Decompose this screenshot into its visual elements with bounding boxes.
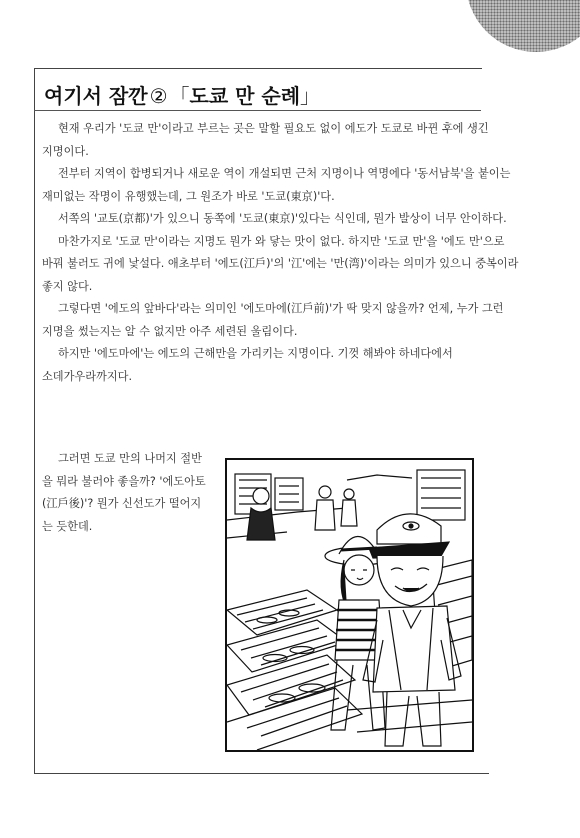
title-number: ②: [149, 84, 168, 108]
paragraph: 서쪽의 '교토(京都)'가 있으니 동쪽에 '도쿄(東京)'있다는 식인데, 뭔가 발상이 너무 안이하다.: [58, 212, 507, 225]
side-column-text: [42, 448, 210, 538]
title-close-quote: 」: [300, 84, 321, 108]
paragraph: 전부터 지역이 합병되거나 새로운 역이 개설되면 근처 지명이나 역명에다 '동서남북'을 붙이는 재미없는 작명이 유행했는데, 그 원조가 바로 '도쿄(東京)'다.: [42, 167, 511, 203]
illustration-drawing: [227, 460, 472, 750]
article-body: [42, 118, 520, 388]
title-subject: 도쿄 만 순례: [189, 84, 301, 108]
title-open-quote: 「: [169, 84, 190, 108]
corner-section-tab: [466, 0, 580, 52]
manga-fish-market-couple-illustration: [225, 458, 474, 752]
title-prefix: 여기서 잠깐: [44, 84, 148, 108]
paragraph: 그러면 도쿄 만의 나머지 절반을 뭐라 불러야 좋을까? '에도아토(江戶後)'? 뭔가 신선도가 떨어지는 듯한데.: [42, 452, 206, 533]
paragraph: 현재 우리가 '도쿄 만'이라고 부르는 곳은 말할 필요도 없이 에도가 도쿄로 바뀐 후에 생긴 지명이다.: [42, 122, 489, 158]
section-title: [44, 80, 484, 109]
paragraph: 마찬가지로 '도쿄 만'이라는 지명도 뭔가 와 닿는 맛이 없다. 하지만 '도쿄 만'을 '에도 만'으로 바꿔 불러도 귀에 낯설다. 애초부터 '에도(江戶)'의 '江'에는 '만(湾)'이라는 의미가 있으니 중복이라 좋지 않다.: [42, 234, 519, 293]
paragraph: 그렇다면 '에도의 앞바다'라는 의미인 '에도마에(江戶前)'가 딱 맞지 않을까? 언제, 누가 그런 지명을 썼는지는 알 수 없지만 아주 세련된 울림이다.: [42, 302, 504, 338]
paragraph: 하지만 '에도마에'는 에도의 근해만을 가리키는 지명이다. 기껏 해봐야 하네다에서 소데가우라까지다.: [42, 347, 453, 383]
bottom-rule: [34, 773, 489, 774]
title-underline: [34, 110, 481, 111]
